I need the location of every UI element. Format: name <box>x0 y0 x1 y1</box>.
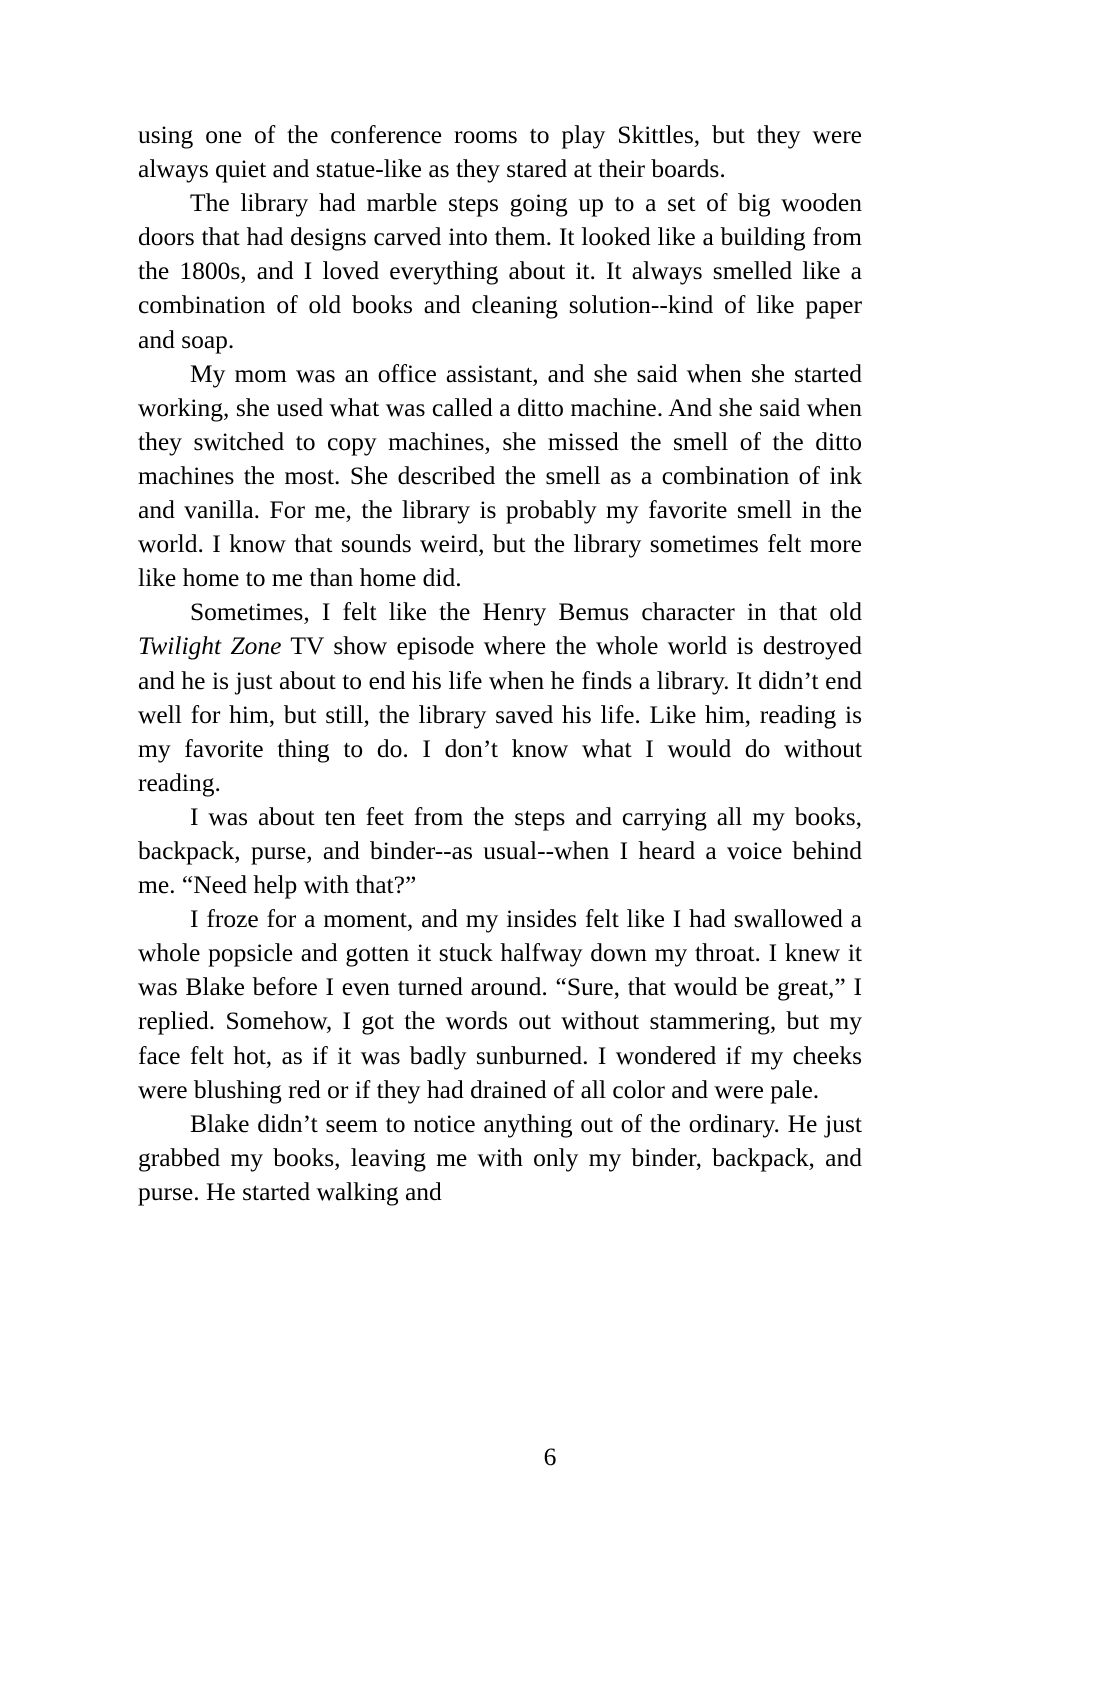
paragraph-2: The library had marble steps going up to a set of big wooden doors that had designs carved into them. It looked like a building from the 1800s, and I loved everything about it. It always smelled like a combination of old books and cleaning solution--kind of like paper and soap. <box>138 188 862 354</box>
page-number: 6 <box>543 1442 557 1471</box>
paragraph-4 <box>138 595 862 800</box>
paragraph-6: I froze for a moment, and my insides felt like I had swallowed a whole popsicle and gotten it stuck halfway down my throat. I knew it was Blake before I even turned around. “Sure, that would be great,” I replied. Somehow, I got the words out without stammering, but my face felt hot, as if it was badly sunburned. I wondered if my cheeks were blushing red or if they had drained of all color and were pale. <box>138 904 862 1104</box>
paragraph-5: I was about ten feet from the steps and carrying all my books, backpack, purse, and binder--as usual--when I heard a voice behind me. “Need help with that?” <box>138 801 862 900</box>
paragraph-4-segment-1: Sometimes, I felt like the Henry Bemus character in that old <box>190 597 862 627</box>
paragraph-4-segment-3: TV show episode where the whole world is destroyed and he is just about to end his life when he finds a library. It didn’t end well for him, but still, the library saved his life. Like him, reading is my favorite thing to do. I don’t know what I would do without reading. <box>138 631 862 797</box>
page-body-text <box>138 118 862 1209</box>
paragraph-7: Blake didn’t seem to notice anything out of the ordinary. He just grabbed my books, leaving me with only my binder, backpack, and purse. He started walking and <box>138 1108 862 1206</box>
paragraph-1: using one of the conference rooms to play Skittles, but they were always quiet and statue-like as they stared at their boards. <box>138 120 862 184</box>
title-twilight-zone: Twilight Zone <box>138 631 282 661</box>
paragraph-3: My mom was an office assistant, and she said when she started working, she used what was called a ditto machine. And she said when they switched to copy machines, she missed the smell of the ditto machines the most. She described the smell as a combination of ink and vanilla. For me, the library is probably my favorite smell in the world. I know that sounds weird, but the library sometimes felt more like home to me than home did. <box>138 358 862 593</box>
